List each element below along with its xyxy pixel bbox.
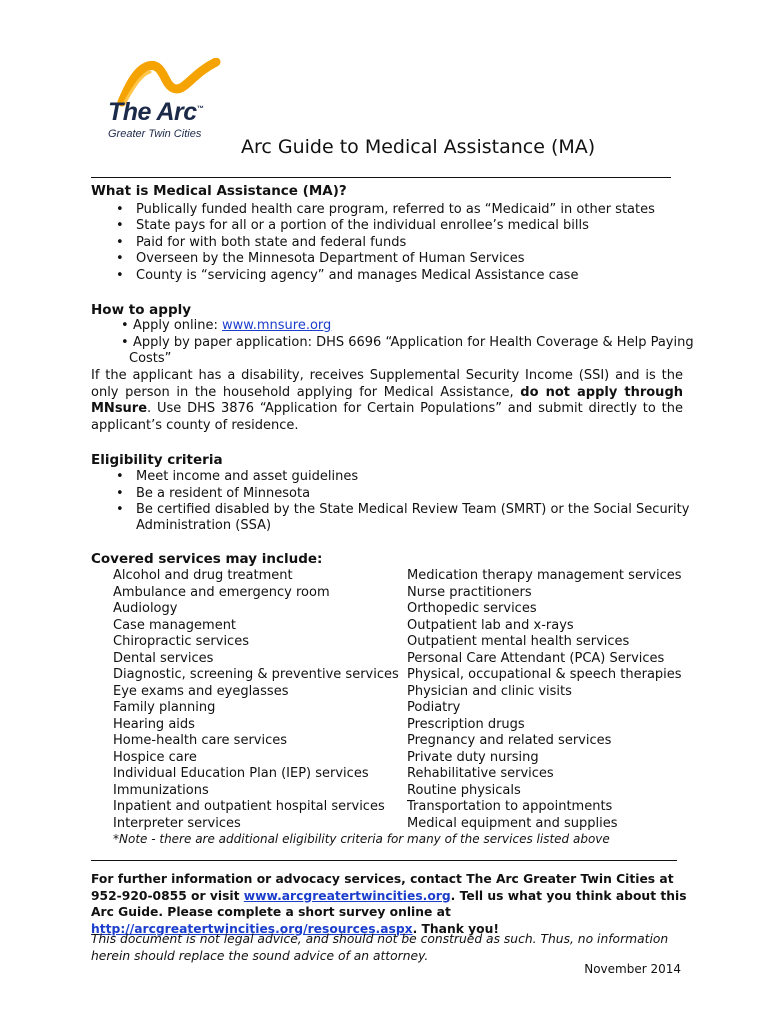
service-item: Alcohol and drug treatment: [113, 568, 293, 583]
list-item: • Publically funded health care program, referred to as “Medicaid” in other states: [136, 202, 655, 218]
page-title: Arc Guide to Medical Assistance (MA): [241, 136, 596, 158]
title-divider: [91, 177, 671, 178]
apply-paper-item-cont: Costs”: [129, 351, 172, 366]
footer-text-3: . Thank you!: [412, 921, 499, 936]
document-date: November 2014: [584, 962, 681, 976]
service-item: Private duty nursing: [407, 749, 539, 765]
section-apply-heading: How to apply: [91, 302, 192, 318]
service-item: Routine physicals: [407, 782, 521, 798]
service-item: Physical, occupational & speech therapies: [407, 667, 682, 682]
service-item: Podiatry: [407, 700, 461, 715]
service-item: Prescription drugs: [407, 716, 525, 732]
service-item: Transportation to appointments: [407, 799, 613, 814]
footer-text-1: For further information or advocacy services, contact The Arc Greater Twin Cities at 952-920-0855 or visit: [91, 872, 674, 903]
list-item: • Meet income and asset guidelines: [136, 469, 358, 485]
list-item: • County is “servicing agency” and manages Medical Assistance case: [136, 268, 578, 284]
ssi-paragraph: [91, 368, 683, 434]
section-what-heading: What is Medical Assistance (MA)?: [91, 183, 347, 199]
list-item-cont: Administration (SSA): [136, 518, 272, 533]
list-item: • State pays for all or a portion of the individual enrollee’s medical bills: [136, 218, 589, 234]
service-item: Hearing aids: [113, 716, 195, 732]
ssi-paragraph-text-2: . Use DHS 3876 “Application for Certain Populations” and submit directly to the applicant’s county of residence.: [91, 401, 683, 433]
section-eligibility-heading: Eligibility criteria: [91, 452, 223, 468]
footer-divider: [91, 860, 677, 861]
services-note: *Note - there are additional eligibility criteria for many of the services listed above: [113, 832, 610, 846]
logo-name: The Arc™: [108, 98, 204, 126]
apply-online-item: [133, 318, 331, 334]
list-item: • Be certified disabled by the State Medical Review Team (SMRT) or the Social Security: [136, 502, 689, 518]
service-item: Diagnostic, screening & preventive services: [113, 667, 399, 682]
service-item: Outpatient lab and x-rays: [407, 617, 574, 633]
footer-text-2: . Tell us what you think about this Arc Guide. Please complete a short survey online at: [91, 888, 687, 919]
service-item: Home-health care services: [113, 733, 288, 748]
apply-online-label: Apply online:: [133, 318, 223, 333]
ssi-paragraph-bold: do not apply through MNsure: [91, 384, 683, 416]
service-item: Audiology: [113, 601, 178, 616]
service-item: Immunizations: [113, 782, 209, 798]
section-services-heading: Covered services may include:: [91, 551, 323, 567]
service-item: Individual Education Plan (IEP) services: [113, 766, 369, 781]
list-item: • Be a resident of Minnesota: [136, 486, 310, 502]
service-item: Dental services: [113, 650, 214, 666]
mnsure-link[interactable]: www.mnsure.org: [222, 318, 332, 333]
service-item: Ambulance and emergency room: [113, 584, 330, 600]
service-item: Orthopedic services: [407, 601, 537, 616]
logo-subtitle: Greater Twin Cities: [108, 128, 202, 140]
arc-logo: [104, 58, 234, 142]
apply-paper-item: • Apply by paper application: DHS 6696 “Application for Health Coverage & Help Paying: [133, 335, 694, 351]
ssi-paragraph-text-1: If the applicant has a disability, receives Supplemental Security Income (SSI) and is the only person in the household applying for Medical Assistance,: [91, 368, 683, 400]
list-item: • Paid for with both state and federal funds: [136, 235, 406, 251]
legal-disclaimer: This document is not legal advice, and should not be construed as such. Thus, no information herein should replace the sound advice of an attorney.: [91, 932, 669, 963]
service-item: Medication therapy management services: [407, 568, 682, 583]
list-item: • Overseen by the Minnesota Department of Human Services: [136, 251, 524, 267]
service-item: Rehabilitative services: [407, 766, 554, 781]
service-item: Physician and clinic visits: [407, 683, 572, 699]
service-item: Outpatient mental health services: [407, 634, 630, 649]
service-item: Medical equipment and supplies: [407, 815, 618, 831]
contact-footer: [91, 871, 691, 937]
service-item: Interpreter services: [113, 815, 241, 831]
survey-link[interactable]: http://arcgreatertwincities.org/resources.aspx: [91, 921, 413, 936]
service-item: Pregnancy and related services: [407, 733, 612, 748]
service-item: Personal Care Attendant (PCA) Services: [407, 650, 665, 666]
service-item: Hospice care: [113, 749, 197, 765]
service-item: Case management: [113, 617, 237, 633]
service-item: Nurse practitioners: [407, 584, 532, 600]
arc-website-link[interactable]: www.arcgreatertwincities.org: [243, 888, 451, 903]
service-item: Eye exams and eyeglasses: [113, 683, 289, 699]
service-item: Family planning: [113, 700, 216, 715]
service-item: Inpatient and outpatient hospital services: [113, 799, 385, 814]
service-item: Chiropractic services: [113, 634, 249, 649]
